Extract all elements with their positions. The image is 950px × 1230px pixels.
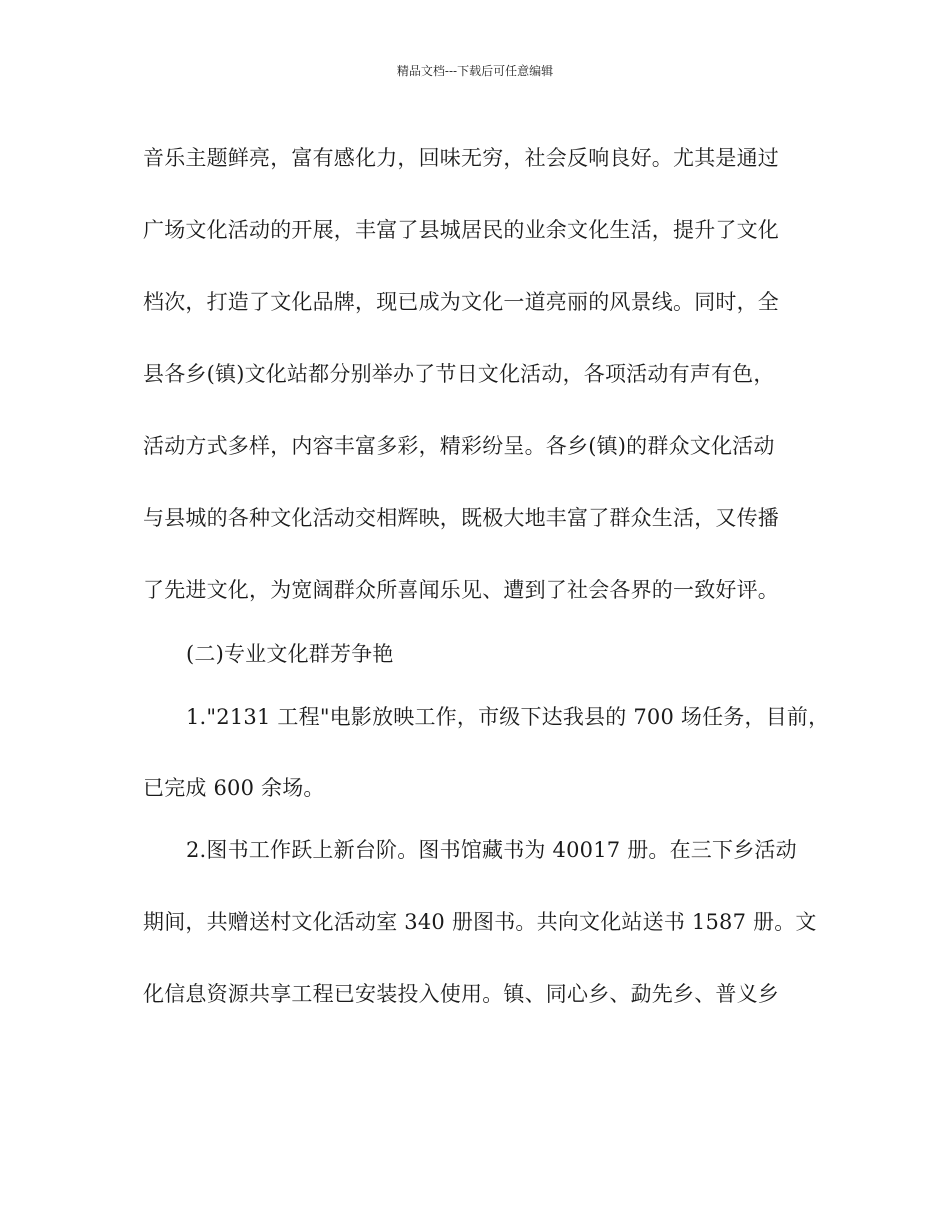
page-header: 精品文档---下载后可任意编辑 — [396, 64, 554, 78]
body-line: 与县城的各种文化活动交相辉映，既极大地丰富了群众生活，又传播 — [143, 506, 779, 530]
section-heading: (二)专业文化群芳争艳 — [186, 642, 394, 666]
body-line: 1."2131 工程"电影放映工作，市级下达我县的 700 场任务，目前， — [186, 705, 830, 729]
body-line: 县各乡(镇)文化站都分别举办了节日文化活动，各项活动有声有色， — [143, 362, 775, 386]
body-line: 档次，打造了文化品牌，现已成为文化一道亮丽的风景线。同时，全 — [143, 290, 779, 314]
body-line: 已完成 600 余场。 — [143, 776, 325, 800]
body-line: 活动方式多样，内容丰富多彩，精彩纷呈。各乡(镇)的群众文化活动 — [143, 434, 775, 458]
body-line: 广场文化活动的开展，丰富了县城居民的业余文化生活，提升了文化 — [143, 218, 779, 242]
body-line: 了先进文化，为宽阔群众所喜闻乐见、遭到了社会各界的一致好评。 — [143, 578, 779, 602]
body-line: 期间，共赠送村文化活动室 340 册图书。共向文化站送书 1587 册。文 — [143, 910, 817, 934]
body-line: 2.图书工作跃上新台阶。图书馆藏书为 40017 册。在三下乡活动 — [186, 838, 797, 862]
body-line: 化信息资源共享工程已安装投入使用。镇、同心乡、勐先乡、普义乡 — [143, 982, 779, 1006]
body-line: 音乐主题鲜亮，富有感化力，回味无穷，社会反响良好。尤其是通过 — [143, 146, 779, 170]
